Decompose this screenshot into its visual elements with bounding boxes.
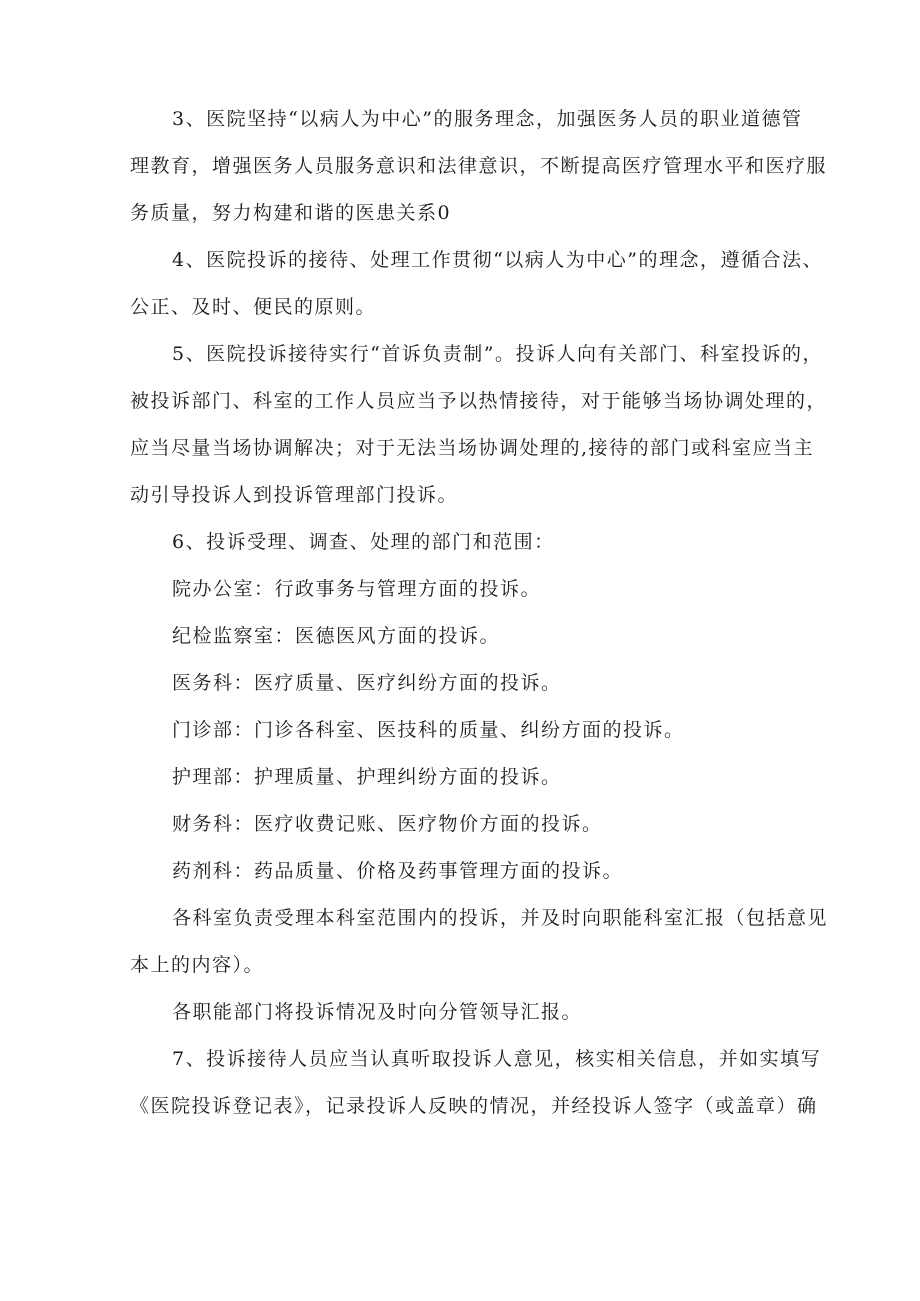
text-line: 门诊部：门诊各科室、医技科的质量、纠纷方面的投诉。 [172, 719, 685, 741]
text-line: 纪检监察室：医德医风方面的投诉。 [172, 625, 501, 647]
paragraph-4 [130, 237, 830, 331]
text-line: 5、医院投诉接待实行“首诉负责制”。投诉人向有关部门、科室投诉的， [172, 343, 824, 365]
dept-office [130, 566, 830, 613]
dept-pharmacy [130, 848, 830, 895]
paragraph-7 [130, 1036, 830, 1130]
text-line: 医务科：医疗质量、医疗纠纷方面的投诉。 [172, 672, 562, 694]
text-line: 院办公室：行政事务与管理方面的投诉。 [172, 578, 542, 600]
text-line: 动引导投诉人到投诉管理部门投诉。 [130, 484, 459, 506]
text-line: 财务科：医疗收费记账、医疗物价方面的投诉。 [172, 813, 603, 835]
text-line: 6、投诉受理、调查、处理的部门和范围： [172, 531, 555, 553]
text-line: 公正、及时、便民的原则。 [130, 296, 377, 318]
text-line: 7、投诉接待人员应当认真听取投诉人意见，核实相关信息，并如实填写 [172, 1048, 822, 1070]
paragraph-6-heading [130, 519, 830, 566]
text-line: 药剂科：药品质量、价格及药事管理方面的投诉。 [172, 860, 624, 882]
text-line: 被投诉部门、科室的工作人员应当予以热情接待，对于能够当场协调处理的， [130, 390, 828, 412]
paragraph-functional-report [130, 989, 830, 1036]
text-line: 各职能部门将投诉情况及时向分管领导汇报。 [172, 1001, 583, 1023]
text-line: 理教育，增强医务人员服务意识和法律意识，不断提高医疗管理水平和医疗服 [130, 155, 828, 177]
text-line: 4、医院投诉的接待、处理工作贯彻“以病人为中心”的理念，遵循合法、 [172, 249, 824, 271]
dept-discipline [130, 613, 830, 660]
dept-finance [130, 801, 830, 848]
text-line: 3、医院坚持“以病人为中心”的服务理念，加强医务人员的职业道德管 [172, 108, 803, 130]
text-line: 《医院投诉登记表》，记录投诉人反映的情况，并经投诉人签字（或盖章）确 [130, 1095, 818, 1117]
text-line: 应当尽量当场协调解决；对于无法当场协调处理的,接待的部门或科室应当主 [130, 437, 815, 459]
dept-medical-affairs [130, 660, 830, 707]
paragraph-5 [130, 331, 830, 519]
document-body [130, 96, 830, 1130]
text-line: 各科室负责受理本科室范围内的投诉，并及时向职能科室汇报（包括意见 [172, 907, 829, 929]
paragraph-3 [130, 96, 830, 237]
text-line: 护理部：护理质量、护理纠纷方面的投诉。 [172, 766, 562, 788]
text-line: 务质量，努力构建和谐的医患关系0 [130, 202, 452, 224]
dept-nursing [130, 754, 830, 801]
dept-outpatient [130, 707, 830, 754]
text-line: 本上的内容）。 [130, 954, 265, 976]
paragraph-departments-report [130, 895, 830, 989]
